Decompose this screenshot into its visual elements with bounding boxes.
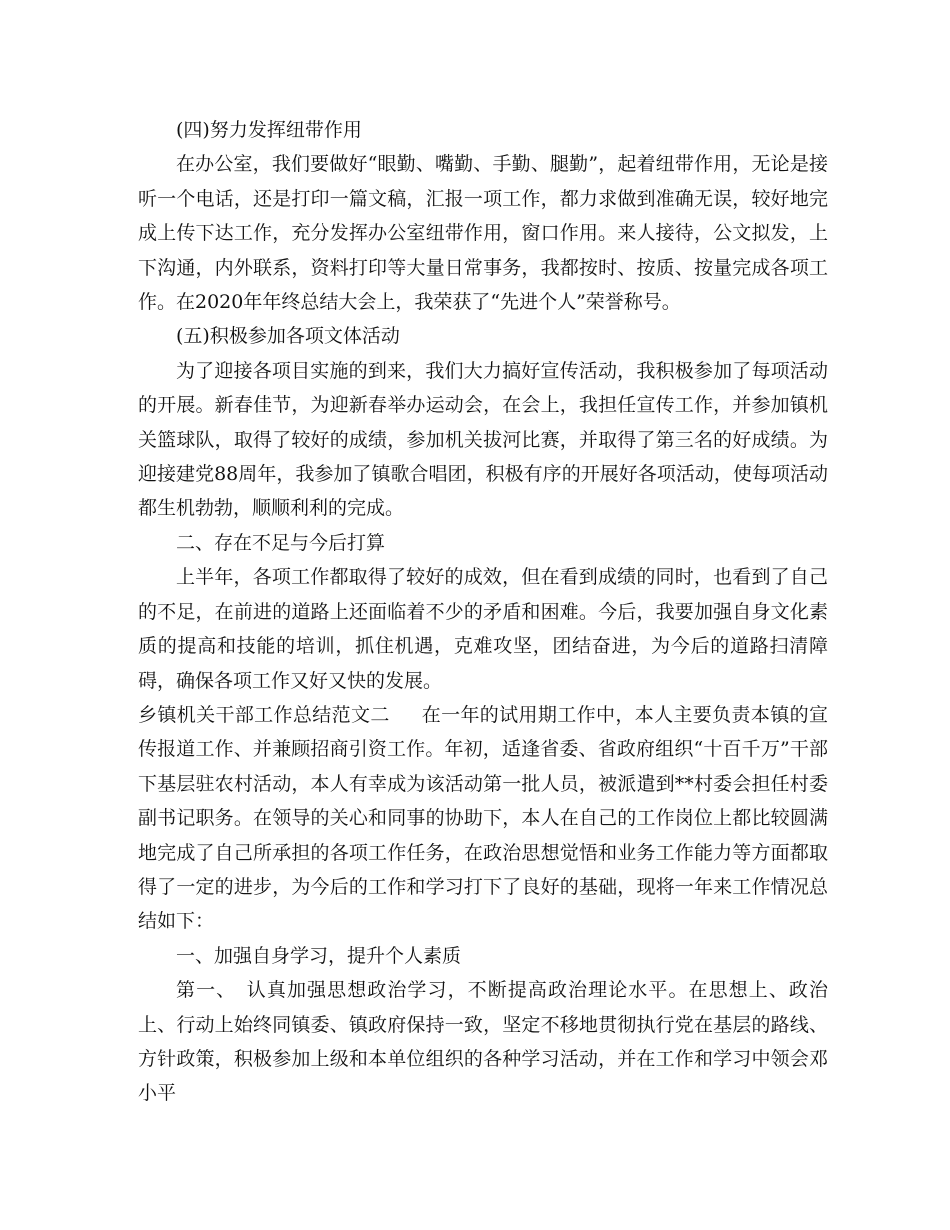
section-heading-shortcomings: 二、存在不足与今后打算 — [176, 531, 386, 554]
document-body — [138, 113, 828, 1111]
section-heading-liaison: (四)努力发挥纽带作用 — [176, 119, 362, 141]
second-article-title: 乡镇机关干部工作总结范文二 — [138, 703, 390, 726]
paragraph-shortcomings: 上半年，各项工作都取得了较好的成效，但在看到成绩的同时，也看到了自己的不足，在前进的道路上还面临着不少的矛盾和困难。今后，我要加强自身文化素质的提高和技能的培训，抓住机遇，克难攻坚，团结奋进，为今后的道路扫清障碍，确保各项工作又好又快的发展。 — [138, 566, 828, 692]
section-heading-self-study: 一、加强自身学习，提升个人素质 — [176, 944, 462, 967]
paragraph-activities: 为了迎接各项目实施的到来，我们大力搞好宣传活动，我积极参加了每项活动的开展。新春佳节，为迎新春举办运动会，在会上，我担任宣传工作，并参加镇机关篮球队，取得了较好的成绩，参加机关拔河比赛，并取得了第三名的好成绩。为迎接建党88周年，我参加了镇歌合唱团，积极有序的开展好各项活动，使每项活动都生机勃勃，顺顺利利的完成。 — [138, 359, 828, 520]
paragraph-political-study: 第一、 认真加强思想政治学习，不断提高政治理论水平。在思想上、政治上、行动上始终同镇委、镇政府保持一致，坚定不移地贯彻执行党在基层的路线、方针政策，积极参加上级和本单位组织的各种学习活动，并在工作和学习中领会邓小平 — [138, 979, 828, 1105]
second-article-intro-text: 在一年的试用期工作中，本人主要负责本镇的宣传报道工作、并兼顾招商引资工作。年初，适逢省委、省政府组织“十百千万”干部下基层驻农村活动，本人有幸成为该活动第一批人员，被派遣到**村委会担任村委副书记职务。在领导的关心和同事的协助下，本人在自己的工作岗位上都比较圆满地完成了自己所承担的各项工作任务，在政治思想觉悟和业务工作能力等方面都取得了一定的进步，为今后的工作和学习打下了良好的基础，现将一年来工作情况总结如下： — [138, 703, 828, 933]
paragraph-liaison: 在办公室，我们要做好“眼勤、嘴勤、手勤、腿勤”，起着纽带作用，无论是接听一个电话，还是打印一篇文稿，汇报一项工作，都力求做到准确无误，较好地完成上传下达工作，充分发挥办公室纽带作用，窗口作用。来人接待，公文拟发，上下沟通，内外联系，资料打印等大量日常事务，我都按时、按质、按量完成各项工作。在2020年年终总结大会上，我荣获了“先进个人”荣誉称号。 — [138, 153, 828, 314]
section-heading-activities: (五)积极参加各项文体活动 — [176, 325, 400, 348]
second-article-intro — [138, 698, 828, 939]
